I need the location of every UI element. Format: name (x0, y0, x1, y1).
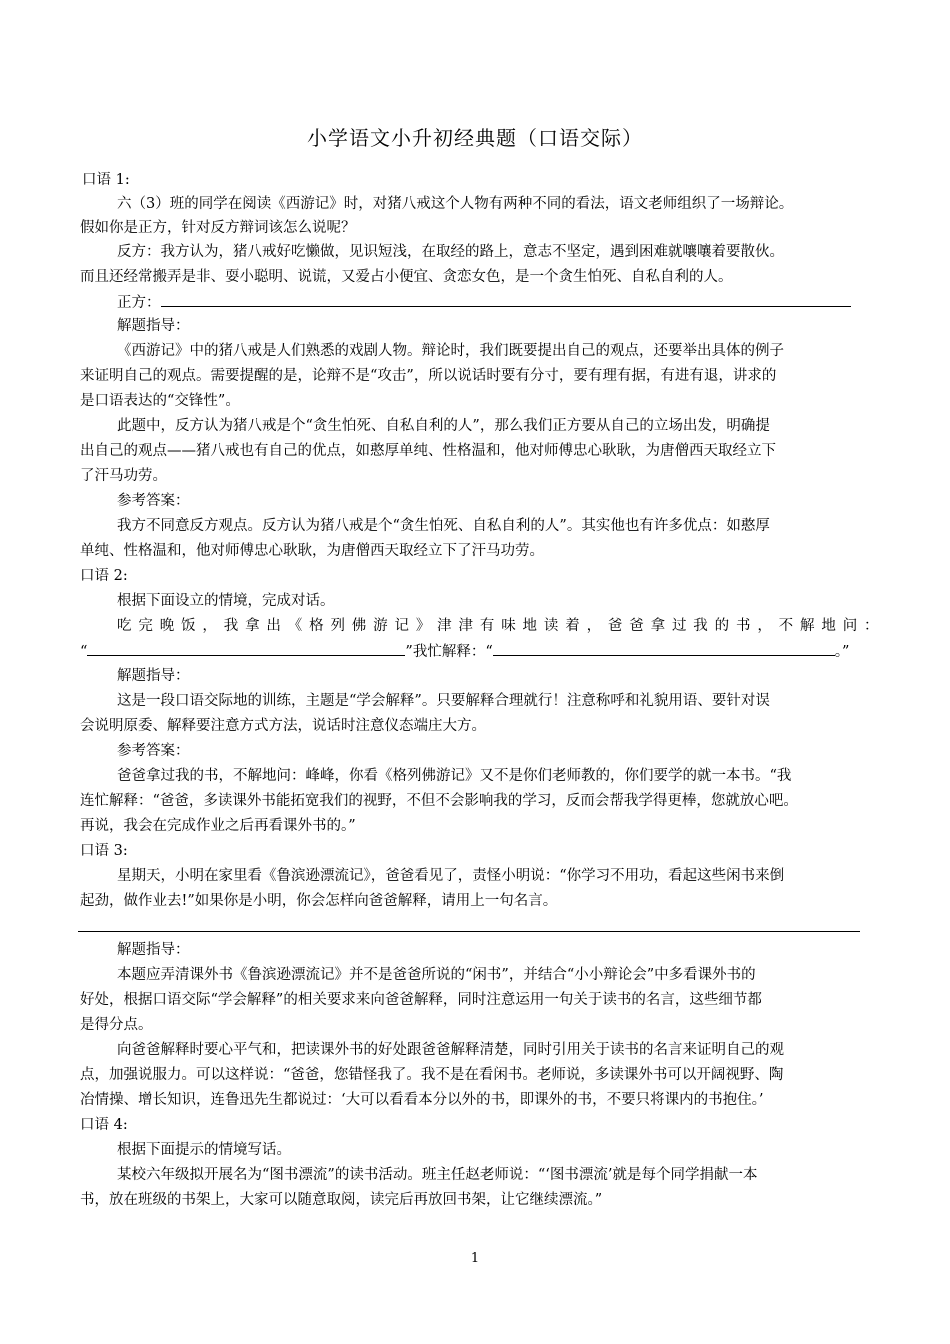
s3-prompt-line-2: 起劲，做作业去!”如果你是小明，你会怎样向爸爸解释，请用上一句名言。 (80, 893, 558, 909)
s2-prompt-char: 出 (266, 618, 281, 634)
page-title: 小学语文小升初经典题（口语交际） (307, 126, 643, 150)
s2-prompt-char: 完 (138, 618, 153, 634)
s1-question-line-1: 六（3）班的同学在阅读《西游记》时，对猪八戒这个人物有两种不同的看法，语文老师组织了一场辩论。 (117, 196, 794, 212)
s2-prompt-char: 格 (309, 618, 324, 634)
s3-guide-line-2: 好处，根据口语交际“学会解释”的相关要求来向爸爸解释，同时注意运用一句关于读书的名言，这些细节都 (80, 992, 762, 1008)
s1-opponent-line-2: 而且还经常搬弄是非、耍小聪明、说谎，又爱占小便宜、贪恋女色，是一个贪生怕死、自私自利的人。 (80, 269, 733, 285)
section-1-heading: 口语 1: (82, 172, 130, 188)
s1-guide-line-5: 出自己的观点——猪八戒也有自己的优点，如憨厚单纯、性格温和，他对师傅忠心耿耿，为唐僧西天取经立下 (80, 443, 776, 459)
s2-prompt-char: ， (757, 618, 772, 634)
s1-guide-line-2: 来证明自己的观点。需要提醒的是，论辩不是“攻击”，所以说话时要有分寸，要有理有据，有进有退，讲求的 (80, 368, 777, 384)
s2-prompt-char: 我 (693, 618, 708, 634)
s2-prompt-char: 拿 (650, 618, 666, 634)
s2-my-blank[interactable] (493, 639, 835, 656)
s1-answer-ref-line-2: 单纯、性格温和，他对师傅忠心耿耿，为唐僧西天取经立下了汗马功劳。 (80, 543, 544, 559)
s2-prompt-char: 拿 (245, 618, 260, 634)
s2-father-blank[interactable] (87, 639, 405, 656)
s2-prompt-line-1: 根据下面设立的情境，完成对话。 (117, 593, 335, 609)
s1-guide-label: 解题指导： (117, 318, 190, 334)
s2-guide-line-2: 会说明原委、解释要注意方式方法，说话时注意仪态端庄大方。 (80, 718, 486, 734)
s2-guide-line-1: 这是一段口语交际地的训练，主题是“学会解释”。只要解释合理就行！注意称呼和礼貌用语、要针对误 (117, 693, 770, 709)
s4-prompt-line-2: 某校六年级拟开展名为“图书漂流”的读书活动。班主任赵老师说：“‘图书漂流’就是每个同学捐献一本 (117, 1167, 758, 1183)
s2-answer-ref-line-3: 再说，我会在完成作业之后再看课外书的。” (80, 818, 356, 834)
s2-answer-ref-label: 参考答案： (117, 743, 190, 759)
s2-prompt-char: 列 (330, 618, 345, 634)
s2-prompt-char: 我 (223, 618, 239, 634)
s1-guide-line-4: 此题中，反方认为猪八戒是个“贪生怕死、自私自利的人”，那么我们正方要从自己的立场出发，明确提 (117, 418, 770, 434)
s2-prompt-char: 晚 (159, 618, 175, 634)
section-3-heading: 口语 3: (80, 843, 128, 859)
s2-prompt-char: 地 (522, 618, 538, 634)
s2-prompt-char: 《 (287, 618, 303, 634)
section-4-heading: 口语 4: (80, 1117, 128, 1133)
s1-answer-ref-line-1: 我方不同意反方观点。反方认为猪八戒是个“贪生怕死、自私自利的人”。其实他也有许多优点：如憨厚 (117, 518, 770, 534)
s2-prompt-char: 过 (671, 618, 687, 634)
s2-open-quote: “ (80, 644, 88, 660)
s2-prompt-char: 的 (714, 618, 730, 634)
s4-prompt-line-3: 书，放在班级的书架上，大家可以随意取阅，读完后再放回书架，让它继续漂流。” (80, 1192, 603, 1208)
page-number: 1 (470, 1251, 480, 1266)
s3-guide-line-5: 点，加强说服力。可以这样说：“爸爸，您错怪我了。我不是在看闲书。老师说，多读课外书可以开阔视野、陶 (80, 1067, 784, 1083)
s2-prompt-line-2 (117, 614, 879, 638)
s2-prompt-char: 着 (565, 618, 580, 634)
s2-prompt-char: 读 (543, 618, 559, 634)
s2-prompt-char: 佛 (351, 618, 367, 634)
s1-opponent-line-1: 反方：我方认为，猪八戒好吃懒做，见识短浅，在取经的路上，意志不坚定，遇到困难就嚷嚷着要散伙。 (117, 244, 784, 260)
s2-prompt-char: 游 (373, 618, 388, 634)
s3-guide-line-3: 是得分点。 (80, 1017, 153, 1033)
s2-close-quote: 。” (834, 644, 850, 660)
s1-answer-ref-label: 参考答案： (117, 493, 190, 509)
s2-prompt-char: 》 (415, 618, 431, 634)
s3-guide-label: 解题指导： (117, 942, 190, 958)
s2-prompt-char: 吃 (117, 618, 132, 634)
s2-prompt-char: ， (586, 618, 602, 634)
s3-prompt-line-1: 星期天，小明在家里看《鲁滨逊漂流记》，爸爸看见了，责怪小明说：“你学习不用功，看起这些闲书来倒 (117, 868, 785, 884)
s2-prompt-char: 味 (501, 618, 516, 634)
s2-prompt-char: 解 (800, 618, 815, 634)
s3-guide-line-6: 冶情操、增长知识，连鲁迅先生都说过：‘大可以看看本分以外的书，即课外的书，不要只将课内的书抱住。’ (80, 1092, 764, 1108)
s1-guide-line-1: 《西游记》中的猪八戒是人们熟悉的戏剧人物。辩论时，我们既要提出自己的观点，还要举出具体的例子 (117, 343, 784, 359)
s2-prompt-char: 爸 (607, 618, 623, 634)
s2-answer-ref-line-1: 爸爸拿过我的书，不解地问：峰峰，你看《格列佛游记》又不是你们老师教的，你们要学的就一本书。“我 (117, 768, 792, 784)
s2-prompt-char: ： (864, 618, 879, 634)
s2-prompt-char: 不 (778, 618, 794, 634)
s1-guide-line-6: 了汗马功劳。 (80, 468, 167, 484)
s2-prompt-char: 饭 (181, 618, 196, 634)
s2-guide-label: 解题指导： (117, 668, 190, 684)
s2-prompt-char: 问 (842, 618, 858, 634)
s2-explain-label: ”我忙解释：“ (405, 644, 493, 660)
s2-dialog-row (80, 639, 849, 664)
s2-prompt-char: 有 (479, 618, 495, 634)
s2-answer-ref-line-2: 连忙解释：“爸爸，多读课外书能拓宽我们的视野，不但不会影响我的学习，反而会帮我学得更棒，您就放心吧。 (80, 793, 798, 809)
section-2-heading: 口语 2: (80, 568, 128, 584)
s3-answer-line[interactable] (78, 931, 860, 932)
s2-prompt-char: 爸 (629, 618, 644, 634)
s1-question-line-2: 假如你是正方，针对反方辩词该怎么说呢？ (80, 220, 356, 236)
s2-prompt-char: 地 (821, 618, 836, 634)
s1-answer-row (117, 290, 851, 315)
s3-guide-line-1: 本题应弄清课外书《鲁滨逊漂流记》并不是爸爸所说的“闲书”，并结合“小小辩论会”中多看课外书的 (117, 967, 756, 983)
s2-prompt-char: 书 (735, 618, 751, 634)
s1-answer-label: 正方： (117, 295, 161, 311)
s2-prompt-char: 津 (458, 618, 473, 634)
s2-prompt-char: 记 (394, 618, 409, 634)
s1-guide-line-3: 是口语表达的“交锋性”。 (80, 393, 240, 409)
s2-prompt-char: 津 (437, 618, 452, 634)
s4-prompt-line-1: 根据下面提示的情境写话。 (117, 1142, 291, 1158)
s1-answer-blank[interactable] (161, 290, 851, 307)
s2-prompt-char: ， (202, 618, 217, 634)
s3-guide-line-4: 向爸爸解释时要心平气和，把读课外书的好处跟爸爸解释清楚，同时引用关于读书的名言来证明自己的观 (117, 1042, 784, 1058)
